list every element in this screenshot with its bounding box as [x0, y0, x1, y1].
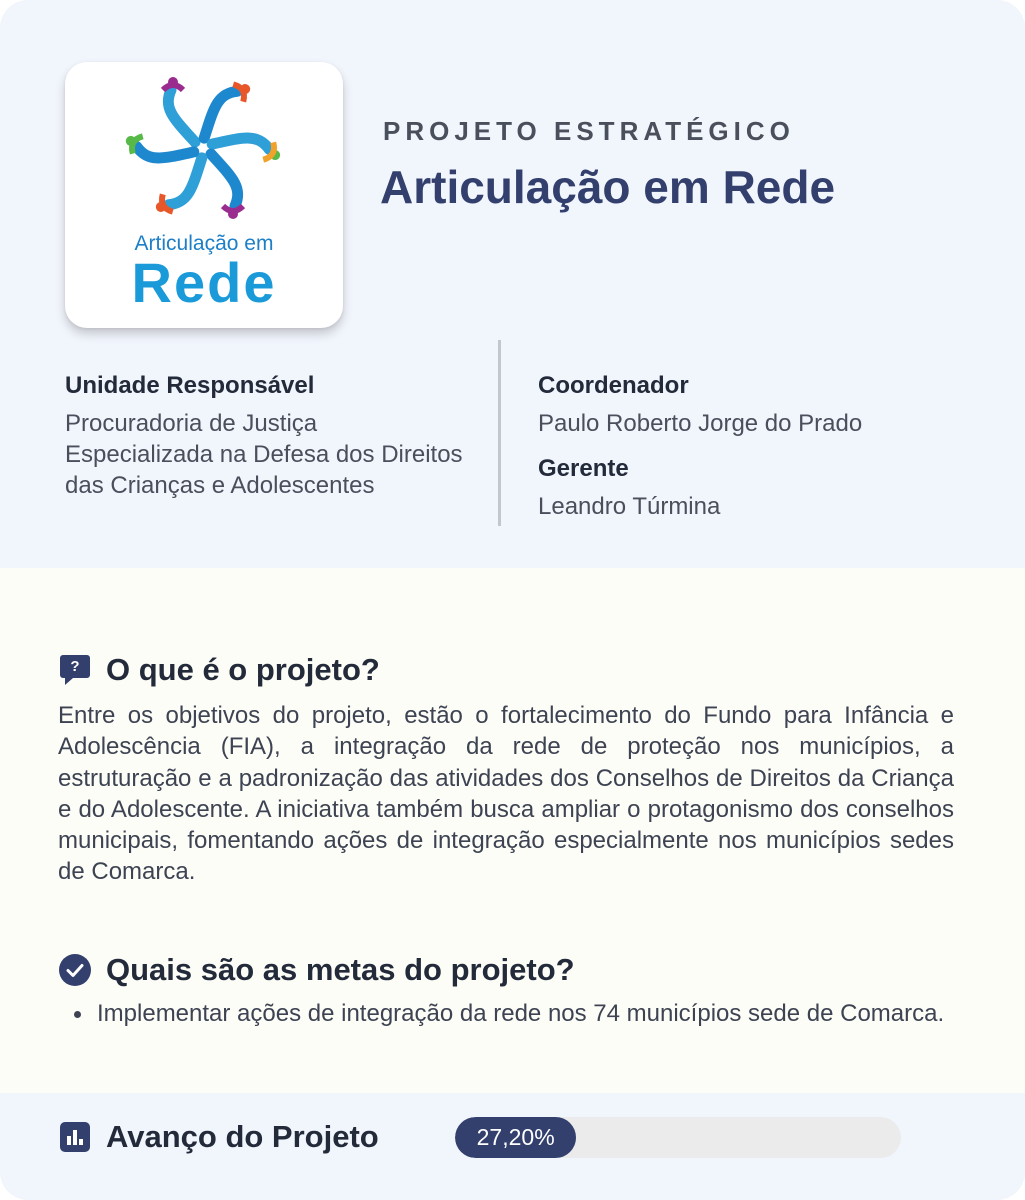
list-item: Implementar ações de integração da rede nos 74 municípios sede de Comarca.: [70, 998, 954, 1030]
manager-label: Gerente: [538, 455, 629, 482]
coordinator-value: Paulo Roberto Jorge do Prado: [538, 410, 863, 437]
page-title: Articulação em Rede: [380, 161, 836, 213]
bar-chart-icon: [58, 1120, 92, 1154]
logo-text-line1: Articulação em: [134, 232, 274, 255]
logo-text-line2: Rede: [131, 251, 277, 314]
about-heading: [58, 652, 380, 688]
articulacao-em-rede-logo: [65, 62, 343, 232]
responsible-unit: [65, 372, 465, 501]
goals-heading: [58, 952, 575, 988]
check-circle-icon: [58, 953, 92, 987]
progress-heading-text: Avanço do Projeto: [106, 1119, 379, 1154]
vertical-divider: [498, 340, 501, 526]
project-logo: [65, 62, 343, 328]
progress-heading: [58, 1119, 379, 1155]
page-eyebrow: PROJETO ESTRATÉGICO: [383, 116, 795, 146]
people-info: [538, 372, 998, 522]
progress-bar: [455, 1117, 901, 1158]
question-bubble-icon: [58, 653, 92, 687]
about-text: Entre os objetivos do projeto, estão o fortalecimento do Fundo para Infância e Adolescência (FIA), a integração da rede de proteção nos municípios, a estruturação e a padronização das atividades dos Conselhos de Direitos da Criança e do Adolescente. A iniciativa também busca ampliar o protagonismo dos conselhos municipais, fomentando ações de integração especialmente nos municípios sedes de Comarca.: [58, 702, 954, 886]
progress-label: 27,20%: [476, 1124, 555, 1150]
coordinator-label: Coordenador: [538, 372, 689, 399]
unit-label: Unidade Responsável: [65, 372, 315, 399]
goals-heading-text: Quais são as metas do projeto?: [106, 952, 575, 987]
svg-text:?: ?: [70, 658, 80, 675]
about-heading-text: O que é o projeto?: [106, 652, 380, 687]
unit-value: Procuradoria de Justiça Especializada na Defesa dos Direitos das Crianças e Adolescentes: [65, 410, 463, 499]
manager-value: Leandro Túrmina: [538, 493, 721, 520]
goals-list: [70, 998, 954, 1030]
